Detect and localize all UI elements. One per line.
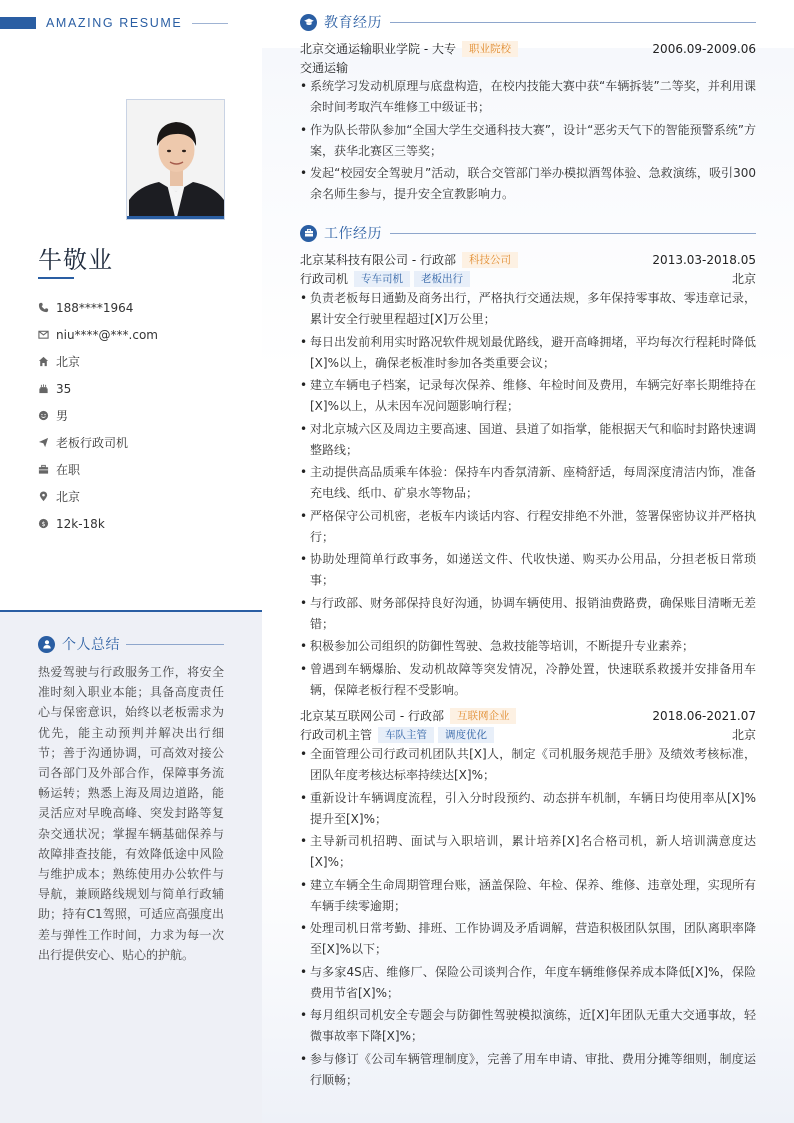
briefcase-icon (38, 463, 56, 477)
job-position-row (300, 725, 756, 744)
info-city (38, 348, 248, 375)
major-name: 交通运输 (300, 61, 349, 75)
info-salary (38, 510, 248, 537)
user-icon (38, 636, 55, 653)
list-item: • 处理司机日常考勤、排班、工作协调及矛盾调解，营造积极团队氛围，团队离职率降至[X]%以下； (300, 918, 756, 960)
avatar (127, 100, 225, 220)
list-item: • 主动提供高品质乘车体验：保持车内香氛清新、座椅舒适，每周深度清洁内饰，准备充电线、纸巾、矿泉水等物品； (300, 462, 756, 504)
job-position-row (300, 269, 756, 288)
list-item: • 建立车辆电子档案，记录每次保养、维修、年检时间及费用，车辆完好率长期维持在[X]%以上，从未因车况问题影响行程； (300, 375, 756, 417)
list-item: • 与多家4S店、维修厂、保险公司谈判合作，年度车辆维修保养成本降低[X]%，保险费用节省[X]%； (300, 962, 756, 1004)
job-company-row (300, 706, 756, 725)
photo-accent-bar (127, 216, 224, 219)
list-item: • 建立车辆全生命周期管理台账，涵盖保险、年检、保养、维修、违章处理，实现所有车辆手续零逾期； (300, 875, 756, 917)
info-age (38, 375, 248, 402)
list-item: • 参与修订《公司车辆管理制度》，完善了用车申请、审批、费用分摊等细则，制度运行顺畅； (300, 1049, 756, 1091)
smiley-icon (38, 409, 56, 423)
mail-icon (38, 328, 56, 342)
education-date: 2006.09-2009.06 (652, 41, 756, 56)
list-item: • 协助处理简单行政事务，如递送文件、代收快递、购买办公用品，分担老板日常琐事； (300, 549, 756, 591)
email-value: niu****@***.com (56, 327, 158, 342)
job-position: 行政司机 (300, 272, 349, 286)
briefcase-icon (300, 225, 317, 242)
send-icon (38, 436, 56, 450)
job-company-row (300, 250, 756, 269)
info-gender (38, 402, 248, 429)
candidate-name: 牛敬业 (38, 246, 113, 274)
list-item: • 与行政部、财务部保持良好沟通，协调车辆使用、报销油费路费，确保账目清晰无差错； (300, 593, 756, 635)
list-item: • 每月组织司机安全专题会与防御性驾驶模拟演练，近[X]年团队无重大交通事故，轻微事故率下降[X]%； (300, 1005, 756, 1047)
age-value: 35 (56, 381, 72, 396)
graduation-cap-icon (300, 14, 317, 31)
education-block (300, 39, 756, 207)
status-value: 在职 (56, 463, 81, 477)
salary-value: 12k-18k (56, 516, 105, 531)
education-bullets (300, 76, 756, 205)
city-value: 北京 (56, 355, 81, 369)
info-phone (38, 294, 248, 321)
target-job-value: 老板行政司机 (56, 436, 129, 450)
job-city: 北京 (731, 728, 756, 742)
location-value: 北京 (56, 490, 81, 504)
list-item: • 主导新司机招聘、面试与入职培训，累计培养[X]名合格司机，新人培训满意度达[X]%； (300, 831, 756, 873)
education-header (300, 12, 756, 32)
school-name: 北京交通运输职业学院 - 大专 (300, 42, 456, 56)
cake-icon (38, 382, 56, 396)
job-position: 行政司机主管 (300, 728, 373, 742)
brand-title: AMAZING RESUME (46, 16, 183, 30)
list-item: • 系统学习发动机原理与底盘构造，在校内技能大赛中获“车辆拆装”二等奖，并利用课余时间考取汽车维修工中级证书； (300, 76, 756, 118)
list-item: • 对北京城六区及周边主要高速、国道、县道了如指掌，能根据天气和临时封路快速调整路线； (300, 419, 756, 461)
summary-header (38, 634, 224, 654)
profile-photo (126, 99, 225, 220)
phone-value: 188****1964 (56, 300, 134, 315)
work-title: 工作经历 (324, 226, 382, 242)
job-company: 北京某互联网公司 - 行政部 (300, 709, 444, 723)
job-city: 北京 (731, 272, 756, 286)
position-tag: 车队主管 (378, 727, 434, 743)
school-tag: 职业院校 (462, 41, 518, 57)
job-block-1 (300, 250, 756, 702)
work-header (300, 223, 756, 243)
company-tag: 互联网企业 (450, 708, 517, 724)
info-location (38, 483, 248, 510)
info-email (38, 321, 248, 348)
job-date: 2013.03-2018.05 (652, 252, 756, 267)
name-underline (38, 277, 74, 279)
list-item: • 发起“校园安全驾驶月”活动，联合交管部门举办模拟酒驾体验、急救演练，吸引300余名师生参与，提升安全宣教影响力。 (300, 163, 756, 205)
list-item: • 曾遇到车辆爆胎、发动机故障等突发情况，冷静处置，快速联系救援并安排备用车辆，保障老板行程不受影响。 (300, 659, 756, 701)
position-tag: 调度优化 (438, 727, 494, 743)
summary-title: 个人总结 (62, 637, 120, 653)
job-block-2 (300, 706, 756, 1092)
home-icon (38, 355, 56, 369)
brand-divider (192, 23, 228, 24)
contact-info-list (38, 294, 248, 537)
list-item: • 负责老板每日通勤及商务出行，严格执行交通法规，多年保持零事故、零违章记录，累计安全行驶里程超过[X]万公里； (300, 288, 756, 330)
list-item: • 作为队长带队参加“全国大学生交通科技大赛”，设计“恶劣天气下的智能预警系统”方案，获华北赛区三等奖； (300, 120, 756, 162)
list-item: • 积极参加公司组织的防御性驾驶、急救技能等培训，不断提升专业素养； (300, 636, 756, 657)
job-company: 北京某科技有限公司 - 行政部 (300, 253, 456, 267)
gender-value: 男 (56, 409, 69, 423)
job-date: 2018.06-2021.07 (652, 708, 756, 723)
money-icon (38, 517, 56, 531)
brand-bar (0, 17, 36, 29)
summary-text: 热爱驾驶与行政服务工作，将安全准时刻入职业本能；具备高度责任心与保密意识，始终以老板需求为优先，能主动预判并解决出行细节；善于沟通协调，可高效对接公司各部门及外部合作，保障事务流畅运转；熟悉上海及周边道路，能灵活应对早晚高峰、突发封路等复杂交通状况；掌握车辆基础保养与故障排查技能，有效降低途中风险与维护成本；熟练使用办公软件与导航，兼顾路线规划与简单行政辅助；持有C1驾照，可适应高强度出差与弹性工作时间，力求为每一次出行提供安心、贴心的护航。 (38, 665, 224, 962)
education-title: 教育经历 (324, 15, 382, 31)
education-row (300, 39, 756, 58)
position-tag: 老板出行 (414, 271, 470, 287)
phone-icon (38, 301, 56, 315)
location-pin-icon (38, 490, 56, 504)
info-status (38, 456, 248, 483)
work-divider (390, 233, 756, 234)
info-target-job (38, 429, 248, 456)
education-divider (390, 22, 756, 23)
job-bullets (300, 288, 756, 701)
major-row (300, 58, 756, 77)
position-tag: 专车司机 (354, 271, 410, 287)
list-item: • 每日出发前利用实时路况软件规划最优路线，避开高峰拥堵，平均每次行程耗时降低[X]%以上，确保老板准时参加各类重要会议； (300, 332, 756, 374)
summary-divider (126, 644, 224, 645)
list-item: • 严格保守公司机密，老板车内谈话内容、行程安排绝不外泄，签署保密协议并严格执行； (300, 506, 756, 548)
job-bullets (300, 744, 756, 1091)
list-item: • 全面管理公司行政司机团队共[X]人，制定《司机服务规范手册》及绩效考核标准，团队年度考核达标率持续达[X]%； (300, 744, 756, 786)
list-item: • 重新设计车辆调度流程，引入分时段预约、动态拼车机制，车辆日均使用率从[X]%提升至[X]%； (300, 788, 756, 830)
svg-text:$: $ (41, 519, 46, 528)
company-tag: 科技公司 (462, 252, 518, 268)
brand-header (0, 14, 228, 32)
